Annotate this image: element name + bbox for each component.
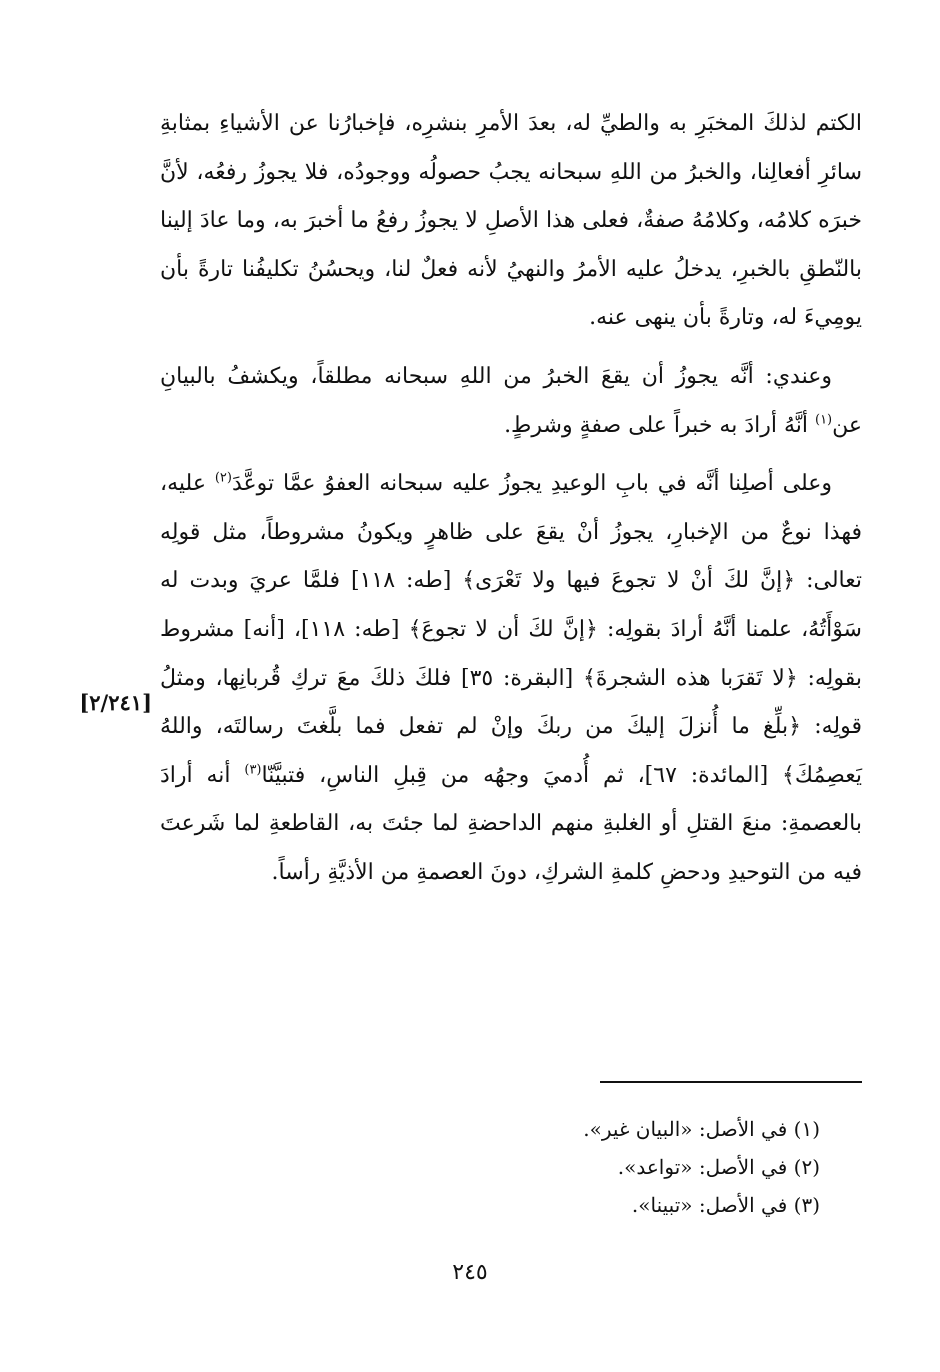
paragraph-text: عليه، فهذا نوعٌ من الإخبارِ، يجوزُ أنْ يقعَ على ظاهرٍ ويكونُ مشروطاً، مثل قولِه تعالى: ﴿إنَّ لكَ أنْ لا تجوعَ فيها ولا تَعْرَى﴾ [طه: ١١٨] فلمَّا عريَ وبدت له سَوْأَتُهُ، علمنا أنَّهُ أرادَ بقولِه: ﴿إنَّ لكَ أن لا تجوعَ﴾ [طه: ١١٨]، [أنه] مشروط بقولِه: ﴿لا تَقرَبا هذه الشجرةَ﴾ [البقرة: ٣٥] فلكَ ذلكَ معَ تركِ قُربانِها، ومثلُ قولِه: ﴿بلِّغ ما أُنزلَ إليكَ من ربكَ وإنْ لم تفعل فما بلَّغتَ رسالتَه، واللهُ يَعصِمُكَ﴾ [المائدة: ٦٧]، ثم أُدميَ وجهُه من قِبلِ الناسِ، فتبيَّنّا	[160, 471, 862, 788]
footnote-2: (٢) في الأصل: «تواعد».	[617, 1155, 820, 1179]
paragraph-text: وعندي: أنَّه يجوزُ أن يقعَ الخبرُ من اللهِ سبحانه مطلقاً، ويكشفُ بالبيانِ عن	[160, 363, 862, 438]
footnote-reference: (٣)	[244, 762, 262, 778]
footnote-reference: (١)	[814, 412, 833, 428]
footnote-reference: (٢)	[214, 470, 232, 486]
paragraph-3	[160, 460, 862, 897]
paragraph-2	[160, 353, 862, 450]
footnote-separator	[600, 1081, 862, 1083]
paragraph-text: أنَّهُ أرادَ به خبراً على صفةٍ وشرطٍ.	[504, 412, 815, 438]
paragraph-text: الكتم لذلكَ المخبَرِ به والطيِّ له، بعدَ الأمرِ بنشرِه، فإخبارُنا عن الأشياءِ بمثابةِ سائرِ أفعالِنا، والخبرُ من اللهِ سبحانه يجبُ حصولُه ووجودُه، فلا يجوزُ رفعُه، لأنَّ خبرَه كلامُه، وكلامُهُ صفةٌ، فعلى هذا الأصلِ لا يجوزُ رفعُ ما أخبرَ به، وما عادَ إلينا بالنّطقِ بالخبرِ، يدخلُ عليه الأمرُ والنهيُ لأنه فعلٌ لنا، ويحسُنُ تكليفُنا تارةً بأن يومِيءَ له، وتارةً بأن ينهى عنه.	[160, 111, 862, 331]
paragraph-text: أنه أرادَ بالعصمةِ: منعَ القتلِ أو الغلبةِ منهم الداحضةِ لما جئتَ به، القاطعةِ لما شَرعتَ فيه من التوحيدِ ودحضِ كلمةِ الشركِ، دونَ العصمةِ من الأذيَّةِ رأساً.	[160, 762, 862, 885]
footnotes	[380, 1110, 820, 1224]
manuscript-folio-reference: [٢/٢٤١]	[79, 690, 152, 715]
footnote-3: (٣) في الأصل: «تبينا».	[631, 1193, 820, 1217]
footnote-1: (١) في الأصل: «البيان غير».	[583, 1117, 820, 1141]
page-number: ٢٤٥	[452, 1260, 488, 1285]
paragraph-1	[160, 100, 862, 343]
paragraph-text: وعلى أصلِنا أنَّه في بابِ الوعيدِ يجوزُ عليه سبحانه العفوُ عمَّا توعَّدَ	[231, 471, 832, 497]
main-text	[160, 100, 862, 898]
